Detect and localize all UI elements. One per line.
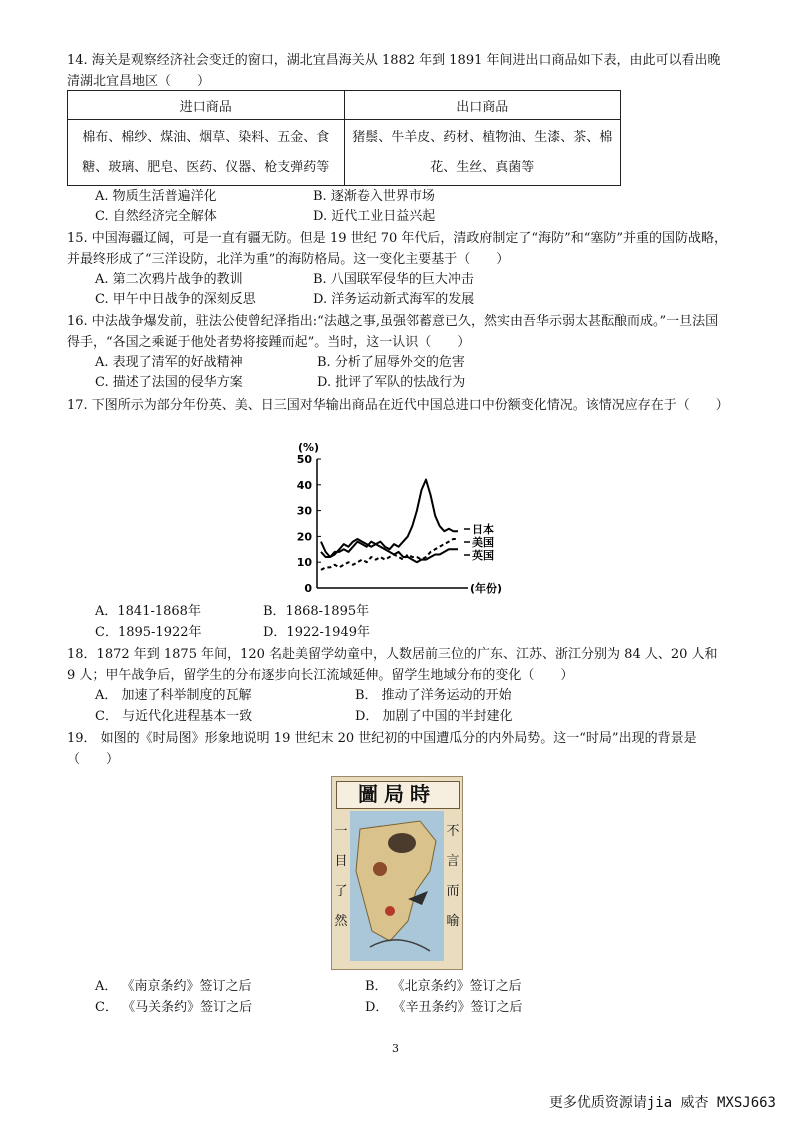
question-17-stem: 17. 下图所示为部分年份英、美、日三国对华输出商品在近代中国总进口中份额变化情况。该情况应存在于（ ） xyxy=(67,398,729,413)
share-line-chart xyxy=(290,437,510,597)
question-17-options-row-2 xyxy=(95,623,695,643)
series-label: 日本 xyxy=(472,523,494,536)
option-b[interactable]: B． 《北京条约》签订之后 xyxy=(365,979,522,994)
option-d[interactable]: D． 加剧了中国的半封建化 xyxy=(355,709,513,724)
option-a[interactable]: A. 表现了清军的好战精神 xyxy=(95,355,243,370)
question-17-options-row-1 xyxy=(95,602,695,622)
series-label: 英国 xyxy=(472,549,494,562)
time-situation-map-poster xyxy=(331,776,463,970)
poster-left-caption xyxy=(334,817,348,937)
poster-caption-char: 一 xyxy=(334,824,348,839)
question-14-options-row-2 xyxy=(95,207,695,227)
chart-y-label: (%) xyxy=(298,441,320,454)
goods-table xyxy=(67,90,621,186)
option-d[interactable]: D． 《辛丑条约》签订之后 xyxy=(365,1000,523,1015)
question-15-options-row-1 xyxy=(95,270,695,290)
option-d[interactable]: D. 批评了军队的怯战行为 xyxy=(317,375,466,390)
poster-caption-char: 而 xyxy=(446,884,460,899)
y-tick-label: 20 xyxy=(296,530,312,544)
question-16-options-row-1 xyxy=(95,353,695,373)
question-18-options-row-2 xyxy=(95,707,695,727)
page-number: 3 xyxy=(392,1042,399,1055)
series-label: 美国 xyxy=(472,536,494,549)
option-b[interactable]: B． 推动了洋务运动的开始 xyxy=(355,688,512,703)
option-a[interactable]: A．1841-1868年 xyxy=(95,604,201,619)
option-a[interactable]: A. 物质生活普遍洋化 xyxy=(95,189,217,204)
option-a[interactable]: A． 加速了科举制度的瓦解 xyxy=(95,688,252,703)
footer-note: 更多优质资源请jia 威杏 MXSJ663 xyxy=(548,1095,776,1111)
question-15-stem: 15. 中国海疆辽阔，可是一直有疆无防。但是 19 世纪 70 年代后，清政府制定了“海防”和“塞防”并重的国防战略，并最终形成了“三洋设防，北洋为重”的海防格局。这一变化主要基于（ ） xyxy=(67,231,728,267)
option-b[interactable]: B. 逐渐卷入世界市场 xyxy=(313,189,435,204)
y-tick-label: 40 xyxy=(296,478,312,492)
poster-caption-char: 喻 xyxy=(446,914,460,929)
question-15-options-row-2 xyxy=(95,290,695,310)
lion-figure xyxy=(373,862,387,876)
poster-caption-char: 目 xyxy=(334,854,348,869)
question-18-options-row-1 xyxy=(95,686,695,706)
sun-figure xyxy=(385,906,395,916)
poster-right-caption xyxy=(446,817,460,937)
question-19-options-row-1 xyxy=(95,977,695,997)
poster-caption-char: 了 xyxy=(334,884,348,899)
option-a[interactable]: A． 《南京条约》签订之后 xyxy=(95,979,252,994)
table-header-imports: 进口商品 xyxy=(68,91,345,120)
poster-title: 圖局時 xyxy=(358,782,436,806)
option-a[interactable]: A. 第二次鸦片战争的教训 xyxy=(95,272,243,287)
question-16-stem: 16. 中法战争爆发前，驻法公使曾纪泽指出:“法越之事,虽强邻蓄意已久，然实由吾华示弱太甚酝酿而成。”一旦法国得手，“各国之乘诞于他处者势将接踵而起”。当时，这一认识（ ） xyxy=(67,314,719,350)
question-19-stem: 19． 如图的《时局图》形象地说明 19 世纪末 20 世纪初的中国遭瓜分的内外局势。这一“时局”出现的背景是（ ） xyxy=(67,731,697,767)
table-cell-imports: 棉布、棉纱、煤油、烟草、染料、五金、食糖、玻璃、肥皂、医药、仪器、枪支弹药等 xyxy=(68,120,345,186)
option-c[interactable]: C. 描述了法国的侵华方案 xyxy=(95,375,243,390)
question-19-options-row-2 xyxy=(95,998,695,1018)
poster-caption-char: 言 xyxy=(446,854,460,869)
option-d[interactable]: D. 近代工业日益兴起 xyxy=(313,209,436,224)
y-tick-label: 50 xyxy=(296,453,312,466)
question-18-stem: 18．1872 年到 1875 年间，120 名赴美留学幼童中，人数居前三位的广东、江苏、浙江分别为 84 人、20 人和 9 人；甲午战争后，留学生的分布逐步向长江流域延伸。留学生地域分布的变化（ ） xyxy=(67,647,718,683)
option-d[interactable]: D．1922-1949年 xyxy=(263,625,370,640)
option-c[interactable]: C. 甲午中日战争的深刻反思 xyxy=(95,292,256,307)
option-c[interactable]: C． 《马关条约》签订之后 xyxy=(95,1000,253,1015)
y-tick-label: 0 xyxy=(304,582,312,595)
chart-series-lines xyxy=(321,480,458,570)
question-14-options-row-1 xyxy=(95,187,695,207)
table-header-exports: 出口商品 xyxy=(344,91,621,120)
chart-series-labels xyxy=(464,522,494,562)
option-d[interactable]: D. 洋务运动新式海军的发展 xyxy=(313,292,475,307)
poster-caption-char: 然 xyxy=(334,914,348,929)
series-line-2 xyxy=(321,542,458,563)
option-c[interactable]: C． 与近代化进程基本一致 xyxy=(95,709,253,724)
option-b[interactable]: B. 分析了屈辱外交的危害 xyxy=(317,355,465,370)
poster-map-illustration xyxy=(350,811,444,961)
option-c[interactable]: C．1895-1922年 xyxy=(95,625,202,640)
chart-x-label: (年份) xyxy=(470,582,503,595)
option-b[interactable]: B. 八国联军侵华的巨大冲击 xyxy=(313,272,474,287)
question-16-options-row-2 xyxy=(95,373,695,393)
option-b[interactable]: B．1868-1895年 xyxy=(263,604,370,619)
question-14-stem: 14. 海关是观察经济社会变迁的窗口，湖北宜昌海关从 1882 年到 1891 年间进出口商品如下表，由此可以看出晚清湖北宜昌地区（ ） xyxy=(67,53,721,89)
bear-figure xyxy=(388,833,416,853)
option-c[interactable]: C. 自然经济完全解体 xyxy=(95,209,217,224)
poster-caption-char: 不 xyxy=(446,824,460,839)
y-tick-label: 10 xyxy=(296,556,312,570)
y-tick-label: 30 xyxy=(296,504,312,518)
table-cell-exports: 猪鬃、牛羊皮、药材、植物油、生漆、茶、棉花、生丝、真菌等 xyxy=(344,120,621,186)
series-line-0 xyxy=(321,480,458,557)
